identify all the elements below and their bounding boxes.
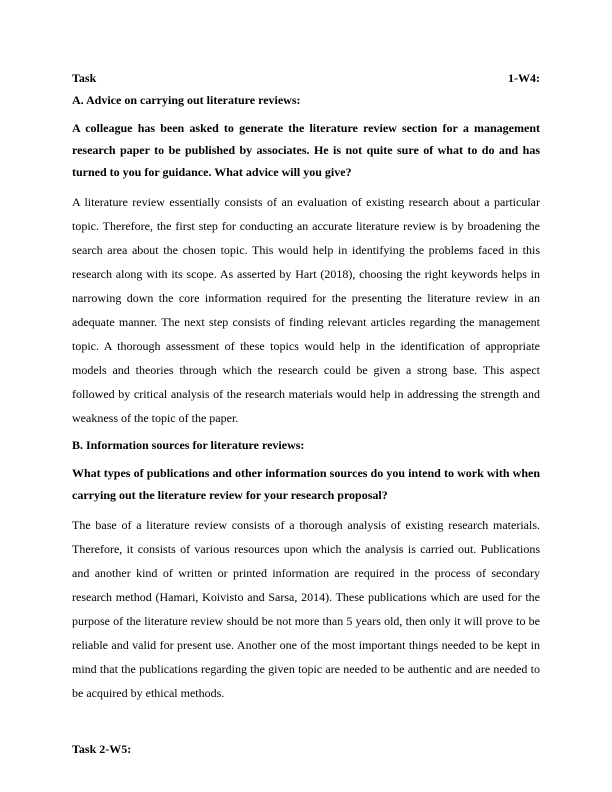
section-a-answer: A literature review essentially consists of an evaluation of existing research about a particular topic. Therefore, the first step for conducting an accurate literature review is by broadening the search area about the chosen topic. This would help in identifying the problems faced in this research along with its scope. As asserted by Hart (2018), choosing the right keywords helps in narrowing down the core information required for the presenting the literature review in an adequate manner. The next step consists of finding relevant articles regarding the management topic. A thorough assessment of these topics would help in the identification of appropriate models and theories through which the research could be given a strong base. This aspect followed by critical analysis of the research materials would help in addressing the strength and weakness of the topic of the paper. (72, 195, 540, 425)
section-a-heading: A. Advice on carrying out literature reviews: (72, 93, 301, 107)
section-b-question: What types of publications and other information sources do you intend to work with when carrying out the literature review for your research proposal? (72, 466, 540, 502)
section-b-answer: The base of a literature review consists of a thorough analysis of existing research materials. Therefore, it consists of various resources upon which the analysis is carried out. Publications and another kind of written or printed information are required in the process of secondary research method (Hamari, Koivisto and Sarsa, 2014). These publications which are used for the purpose of the literature review should be not more than 5 years old, then only it will prove to be reliable and valid for present use. Another one of the most important things needed to be kept in mind that the publications regarding the given topic are needed to be authentic and are needed to be acquired by ethical methods. (72, 518, 540, 700)
task-1-code: 1-W4: (508, 71, 540, 85)
document-body (72, 68, 540, 759)
task-1-label: Task (72, 71, 97, 85)
section-b-heading: B. Information sources for literature reviews: (72, 438, 305, 452)
task-2-heading: Task 2-W5: (72, 742, 132, 756)
task-1-header (72, 68, 540, 88)
section-a-question: A colleague has been asked to generate the literature review section for a management research paper to be published by associates. He is not quite sure of what to do and has turned to you for guidance. What advice will you give? (72, 121, 540, 179)
